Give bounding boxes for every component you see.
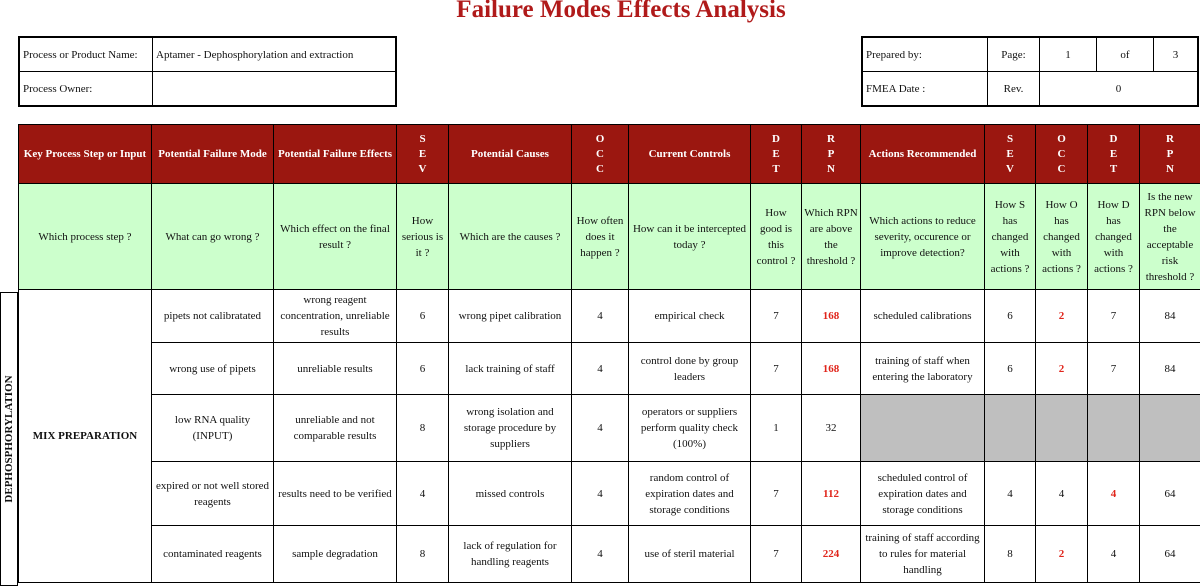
guide-mode: What can go wrong ? — [152, 184, 274, 290]
prepared-by-label: Prepared by: — [862, 37, 988, 72]
col-potential-causes: Potential Causes — [449, 125, 572, 184]
occ-cell[interactable]: 4 — [572, 462, 629, 526]
causes-cell[interactable]: missed controls — [449, 462, 572, 526]
failure-effects-cell[interactable]: unreliable and not comparable results — [274, 395, 397, 462]
table-row — [19, 343, 1200, 395]
failure-mode-cell[interactable]: pipets not calibratated — [152, 290, 274, 343]
det-cell[interactable]: 1 — [751, 395, 802, 462]
col-key-process-step: Key Process Step or Input — [19, 125, 152, 184]
page-title: Failure Modes Effects Analysis — [456, 0, 786, 23]
col-current-controls: Current Controls — [629, 125, 751, 184]
sev-cell[interactable]: 8 — [397, 526, 449, 583]
column-header-row — [19, 125, 1200, 184]
actions-cell[interactable]: training of staff when entering the laboratory — [861, 343, 985, 395]
sev-new-cell[interactable]: 6 — [985, 343, 1036, 395]
sev-new-cell[interactable]: 6 — [985, 290, 1036, 343]
guide-controls: How can it be intercepted today ? — [629, 184, 751, 290]
sev-new-cell[interactable] — [985, 395, 1036, 462]
section-label-text: DEPHOSPHORYLATION — [3, 375, 15, 503]
fmea-table — [18, 124, 1200, 583]
failure-effects-cell[interactable]: sample degradation — [274, 526, 397, 583]
rpn-cell[interactable]: 32 — [802, 395, 861, 462]
col-rpn: R P N — [802, 125, 861, 184]
process-info-table — [18, 36, 397, 107]
actions-cell[interactable]: training of staff according to rules for material handling — [861, 526, 985, 583]
actions-cell[interactable] — [861, 395, 985, 462]
guide-sev: How serious is it ? — [397, 184, 449, 290]
occ-cell[interactable]: 4 — [572, 343, 629, 395]
page-label: Page: — [988, 37, 1040, 72]
occ-new-cell[interactable]: 2 — [1036, 290, 1088, 343]
failure-effects-cell[interactable]: unreliable results — [274, 343, 397, 395]
guide-step: Which process step ? — [19, 184, 152, 290]
guide-actions: Which actions to reduce severity, occurence or improve detection? — [861, 184, 985, 290]
failure-mode-cell[interactable]: expired or not well stored reagents — [152, 462, 274, 526]
occ-cell[interactable]: 4 — [572, 290, 629, 343]
failure-mode-cell[interactable]: low RNA quality (INPUT) — [152, 395, 274, 462]
occ-new-cell[interactable]: 2 — [1036, 343, 1088, 395]
sev-cell[interactable]: 6 — [397, 290, 449, 343]
guide-occ-new: How O has changed with actions ? — [1036, 184, 1088, 290]
occ-cell[interactable]: 4 — [572, 526, 629, 583]
table-row — [19, 526, 1200, 583]
sev-new-cell[interactable]: 8 — [985, 526, 1036, 583]
rev-value[interactable]: 0 — [1040, 72, 1199, 107]
guide-causes: Which are the causes ? — [449, 184, 572, 290]
controls-cell[interactable]: empirical check — [629, 290, 751, 343]
col-failure-mode: Potential Failure Mode — [152, 125, 274, 184]
sev-new-cell[interactable]: 4 — [985, 462, 1036, 526]
guide-rpn-new: Is the new RPN below the acceptable risk threshold ? — [1140, 184, 1200, 290]
controls-cell[interactable]: control done by group leaders — [629, 343, 751, 395]
det-cell[interactable]: 7 — [751, 526, 802, 583]
table-row — [19, 290, 1200, 343]
det-new-cell[interactable]: 4 — [1088, 526, 1140, 583]
rpn-cell[interactable]: 112 — [802, 462, 861, 526]
col-actions-recommended: Actions Recommended — [861, 125, 985, 184]
rpn-cell[interactable]: 224 — [802, 526, 861, 583]
rpn-new-cell[interactable]: 84 — [1140, 290, 1200, 343]
process-name-value[interactable]: Aptamer - Dephosphorylation and extraction — [153, 37, 397, 72]
rpn-cell[interactable]: 168 — [802, 343, 861, 395]
sev-cell[interactable]: 4 — [397, 462, 449, 526]
col-det-new: D E T — [1088, 125, 1140, 184]
det-cell[interactable]: 7 — [751, 290, 802, 343]
det-cell[interactable]: 7 — [751, 462, 802, 526]
guide-effects: Which effect on the final result ? — [274, 184, 397, 290]
sev-cell[interactable]: 8 — [397, 395, 449, 462]
rpn-new-cell[interactable]: 64 — [1140, 526, 1200, 583]
failure-mode-cell[interactable]: contaminated reagents — [152, 526, 274, 583]
guide-rpn: Which RPN are above the threshold ? — [802, 184, 861, 290]
document-info-table — [861, 36, 1199, 107]
rpn-new-cell[interactable]: 84 — [1140, 343, 1200, 395]
col-occ: O C C — [572, 125, 629, 184]
guide-det: How good is this control ? — [751, 184, 802, 290]
page-value[interactable]: 1 — [1040, 37, 1097, 72]
guide-det-new: How D has changed with actions ? — [1088, 184, 1140, 290]
process-owner-label: Process Owner: — [19, 72, 153, 107]
failure-effects-cell[interactable]: results need to be verified — [274, 462, 397, 526]
causes-cell[interactable]: lack of regulation for handling reagents — [449, 526, 572, 583]
process-name-label: Process or Product Name: — [19, 37, 153, 72]
det-new-cell[interactable] — [1088, 395, 1140, 462]
causes-cell[interactable]: lack training of staff — [449, 343, 572, 395]
col-occ-new: O C C — [1036, 125, 1088, 184]
occ-new-cell[interactable]: 2 — [1036, 526, 1088, 583]
rev-label: Rev. — [988, 72, 1040, 107]
guidance-row — [19, 184, 1200, 290]
failure-effects-cell[interactable]: wrong reagent concentration, unreliable results — [274, 290, 397, 343]
controls-cell[interactable]: random control of expiration dates and storage conditions — [629, 462, 751, 526]
col-sev: S E V — [397, 125, 449, 184]
det-new-cell[interactable]: 7 — [1088, 290, 1140, 343]
col-det: D E T — [751, 125, 802, 184]
actions-cell[interactable]: scheduled calibrations — [861, 290, 985, 343]
failure-mode-cell[interactable]: wrong use of pipets — [152, 343, 274, 395]
guide-sev-new: How S has changed with actions ? — [985, 184, 1036, 290]
actions-cell[interactable]: scheduled control of expiration dates and storage conditions — [861, 462, 985, 526]
rpn-cell[interactable]: 168 — [802, 290, 861, 343]
controls-cell[interactable]: use of steril material — [629, 526, 751, 583]
det-new-cell[interactable]: 4 — [1088, 462, 1140, 526]
det-cell[interactable]: 7 — [751, 343, 802, 395]
causes-cell[interactable]: wrong pipet calibration — [449, 290, 572, 343]
col-failure-effects: Potential Failure Effects — [274, 125, 397, 184]
table-row — [19, 462, 1200, 526]
occ-cell[interactable]: 4 — [572, 395, 629, 462]
causes-cell[interactable]: wrong isolation and storage procedure by suppliers — [449, 395, 572, 462]
occ-new-cell[interactable] — [1036, 395, 1088, 462]
section-label — [0, 292, 18, 586]
controls-cell[interactable]: operators or suppliers perform quality check (100%) — [629, 395, 751, 462]
col-sev-new: S E V — [985, 125, 1036, 184]
sev-cell[interactable]: 6 — [397, 343, 449, 395]
col-rpn-new: R P N — [1140, 125, 1200, 184]
det-new-cell[interactable]: 7 — [1088, 343, 1140, 395]
fmea-date-label: FMEA Date : — [862, 72, 988, 107]
process-owner-value[interactable] — [153, 72, 397, 107]
of-label: of — [1097, 37, 1154, 72]
guide-occ: How often does it happen ? — [572, 184, 629, 290]
of-value[interactable]: 3 — [1154, 37, 1199, 72]
rpn-new-cell[interactable] — [1140, 395, 1200, 462]
occ-new-cell[interactable]: 4 — [1036, 462, 1088, 526]
process-step-cell[interactable]: MIX PREPARATION — [19, 290, 152, 583]
table-row — [19, 395, 1200, 462]
rpn-new-cell[interactable]: 64 — [1140, 462, 1200, 526]
